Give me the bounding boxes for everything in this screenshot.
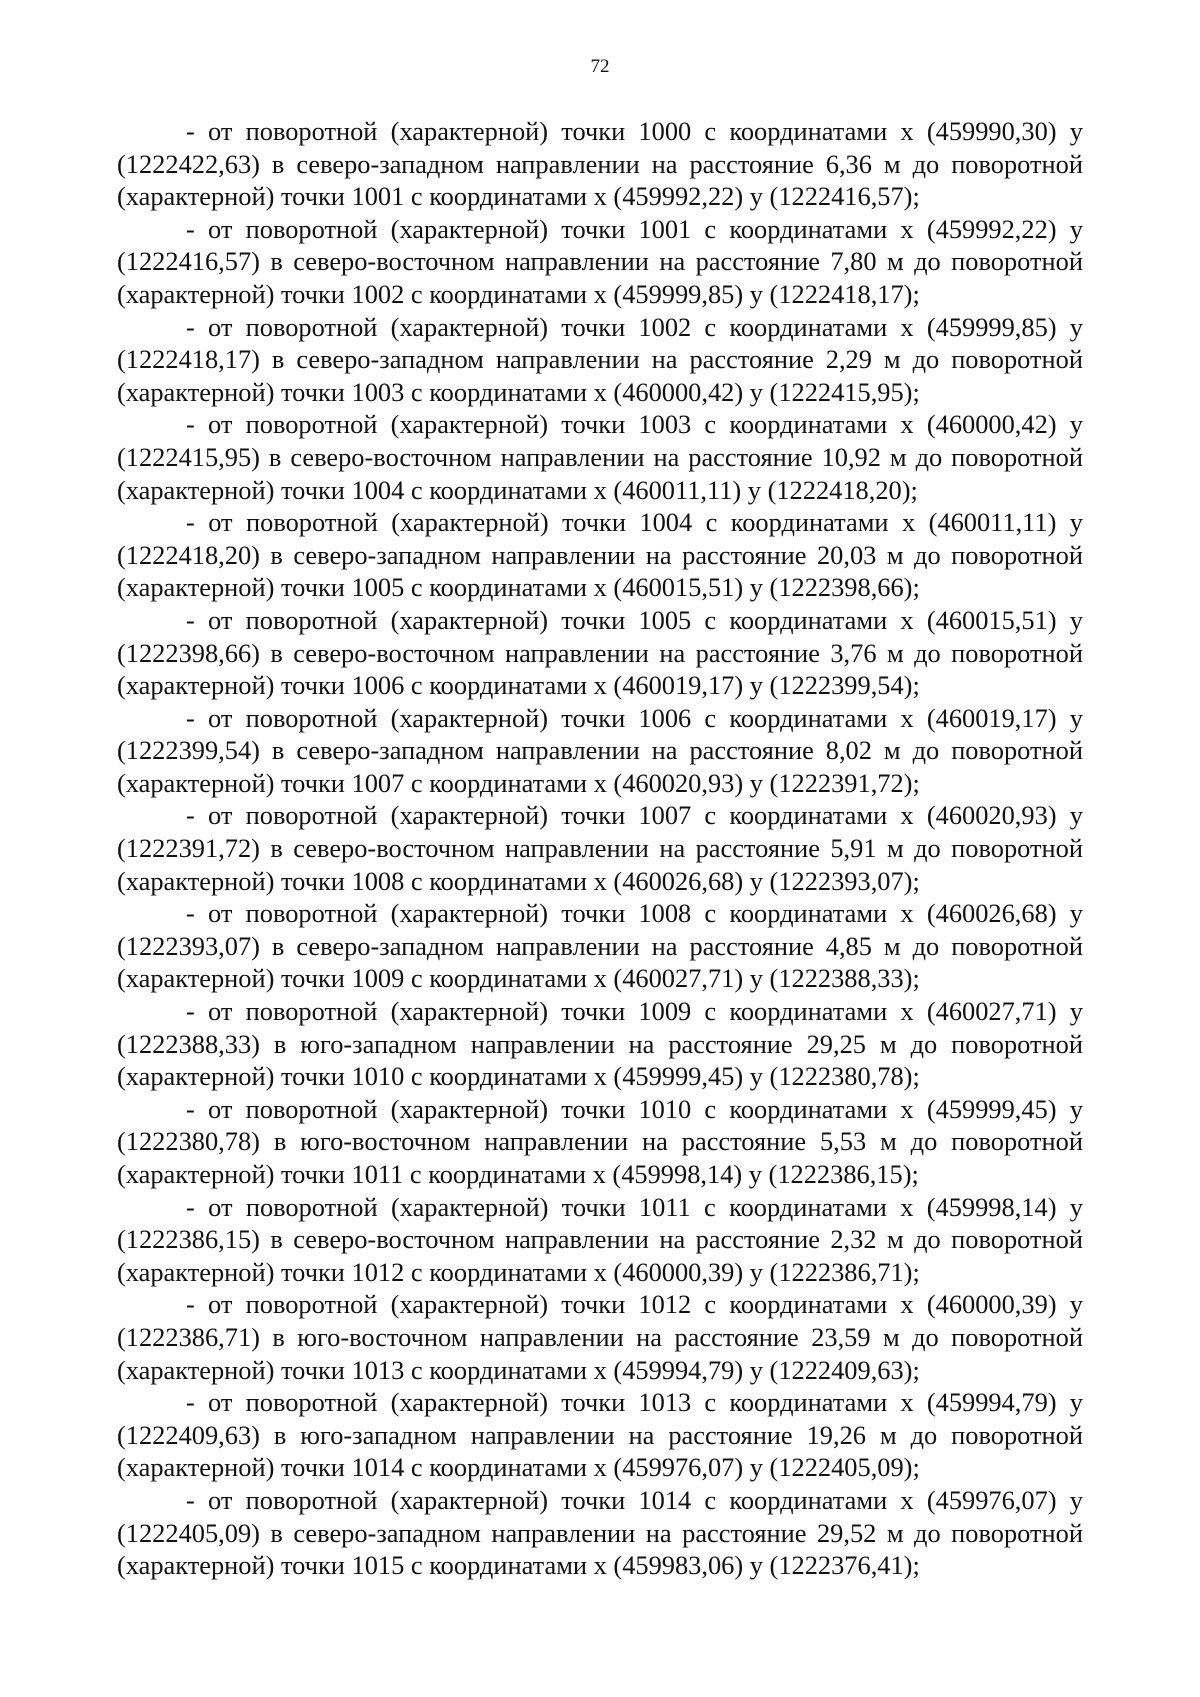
paragraph: - от поворотной (характерной) точки 1002 с координатами x (459999,85) y (1222418,17) в северо-западном направлении на расстояние 2,29 м до поворотной (характерной) точки 1003 с координатами x (460000,42) y (1222415,95);: [117, 311, 1083, 407]
paragraph: - от поворотной (характерной) точки 1014 с координатами x (459976,07) y (1222405,09) в северо-западном направлении на расстояние 29,52 м до поворотной (характерной) точки 1015 с координатами x (459983,06) y (1222376,41);: [117, 1484, 1083, 1581]
paragraph: - от поворотной (характерной) точки 1006 с координатами x (460019,17) y (1222399,54) в северо-западном направлении на расстояние 8,02 м до поворотной (характерной) точки 1007 с координатами x (460020,93) y (1222391,72);: [117, 702, 1083, 798]
paragraph: - от поворотной (характерной) точки 1013 с координатами x (459994,79) y (1222409,63) в юго-западном направлении на расстояние 19,26 м до поворотной (характерной) точки 1014 с координатами x (459976,07) y (1222405,09);: [117, 1387, 1083, 1483]
paragraph: - от поворотной (характерной) точки 1001 с координатами x (459992,22) y (1222416,57) в северо-восточном направлении на расстояние 7,80 м до поворотной (характерной) точки 1002 с координатами x (459999,85) y (1222418,17);: [117, 213, 1083, 309]
page-number: 72: [590, 56, 610, 77]
paragraph: - от поворотной (характерной) точки 1005 с координатами x (460015,51) y (1222398,66) в северо-восточном направлении на расстояние 3,76 м до поворотной (характерной) точки 1006 с координатами x (460019,17) y (1222399,54);: [117, 604, 1083, 701]
paragraph: - от поворотной (характерной) точки 1010 с координатами x (459999,45) y (1222380,78) в юго-восточном направлении на расстояние 5,53 м до поворотной (характерной) точки 1011 с координатами x (459998,14) y (1222386,15);: [117, 1093, 1083, 1189]
paragraph: - от поворотной (характерной) точки 1007 с координатами x (460020,93) y (1222391,72) в северо-восточном направлении на расстояние 5,91 м до поворотной (характерной) точки 1008 с координатами x (460026,68) y (1222393,07);: [117, 800, 1083, 896]
document-body: [117, 115, 1083, 1582]
paragraph: - от поворотной (характерной) точки 1003 с координатами x (460000,42) y (1222415,95) в северо-восточном направлении на расстояние 10,92 м до поворотной (характерной) точки 1004 с координатами x (460011,11) y (1222418,20);: [117, 409, 1083, 505]
paragraph: - от поворотной (характерной) точки 1009 с координатами x (460027,71) y (1222388,33) в юго-западном направлении на расстояние 29,25 м до поворотной (характерной) точки 1010 с координатами x (459999,45) y (1222380,78);: [117, 996, 1083, 1092]
paragraph: - от поворотной (характерной) точки 1000 с координатами x (459990,30) y (1222422,63) в северо-западном направлении на расстояние 6,36 м до поворотной (характерной) точки 1001 с координатами x (459992,22) y (1222416,57);: [117, 116, 1083, 212]
paragraph: - от поворотной (характерной) точки 1008 с координатами x (460026,68) y (1222393,07) в северо-западном направлении на расстояние 4,85 м до поворотной (характерной) точки 1009 с координатами x (460027,71) y (1222388,33);: [117, 898, 1083, 994]
paragraph: - от поворотной (характерной) точки 1011 с координатами x (459998,14) y (1222386,15) в северо-восточном направлении на расстояние 2,32 м до поворотной (характерной) точки 1012 с координатами x (460000,39) y (1222386,71);: [117, 1191, 1083, 1287]
paragraph: - от поворотной (характерной) точки 1004 с координатами x (460011,11) y (1222418,20) в северо-западном направлении на расстояние 20,03 м до поворотной (характерной) точки 1005 с координатами x (460015,51) y (1222398,66);: [117, 507, 1083, 603]
paragraph: - от поворотной (характерной) точки 1012 с координатами x (460000,39) y (1222386,71) в юго-восточном направлении на расстояние 23,59 м до поворотной (характерной) точки 1013 с координатами x (459994,79) y (1222409,63);: [117, 1289, 1083, 1385]
